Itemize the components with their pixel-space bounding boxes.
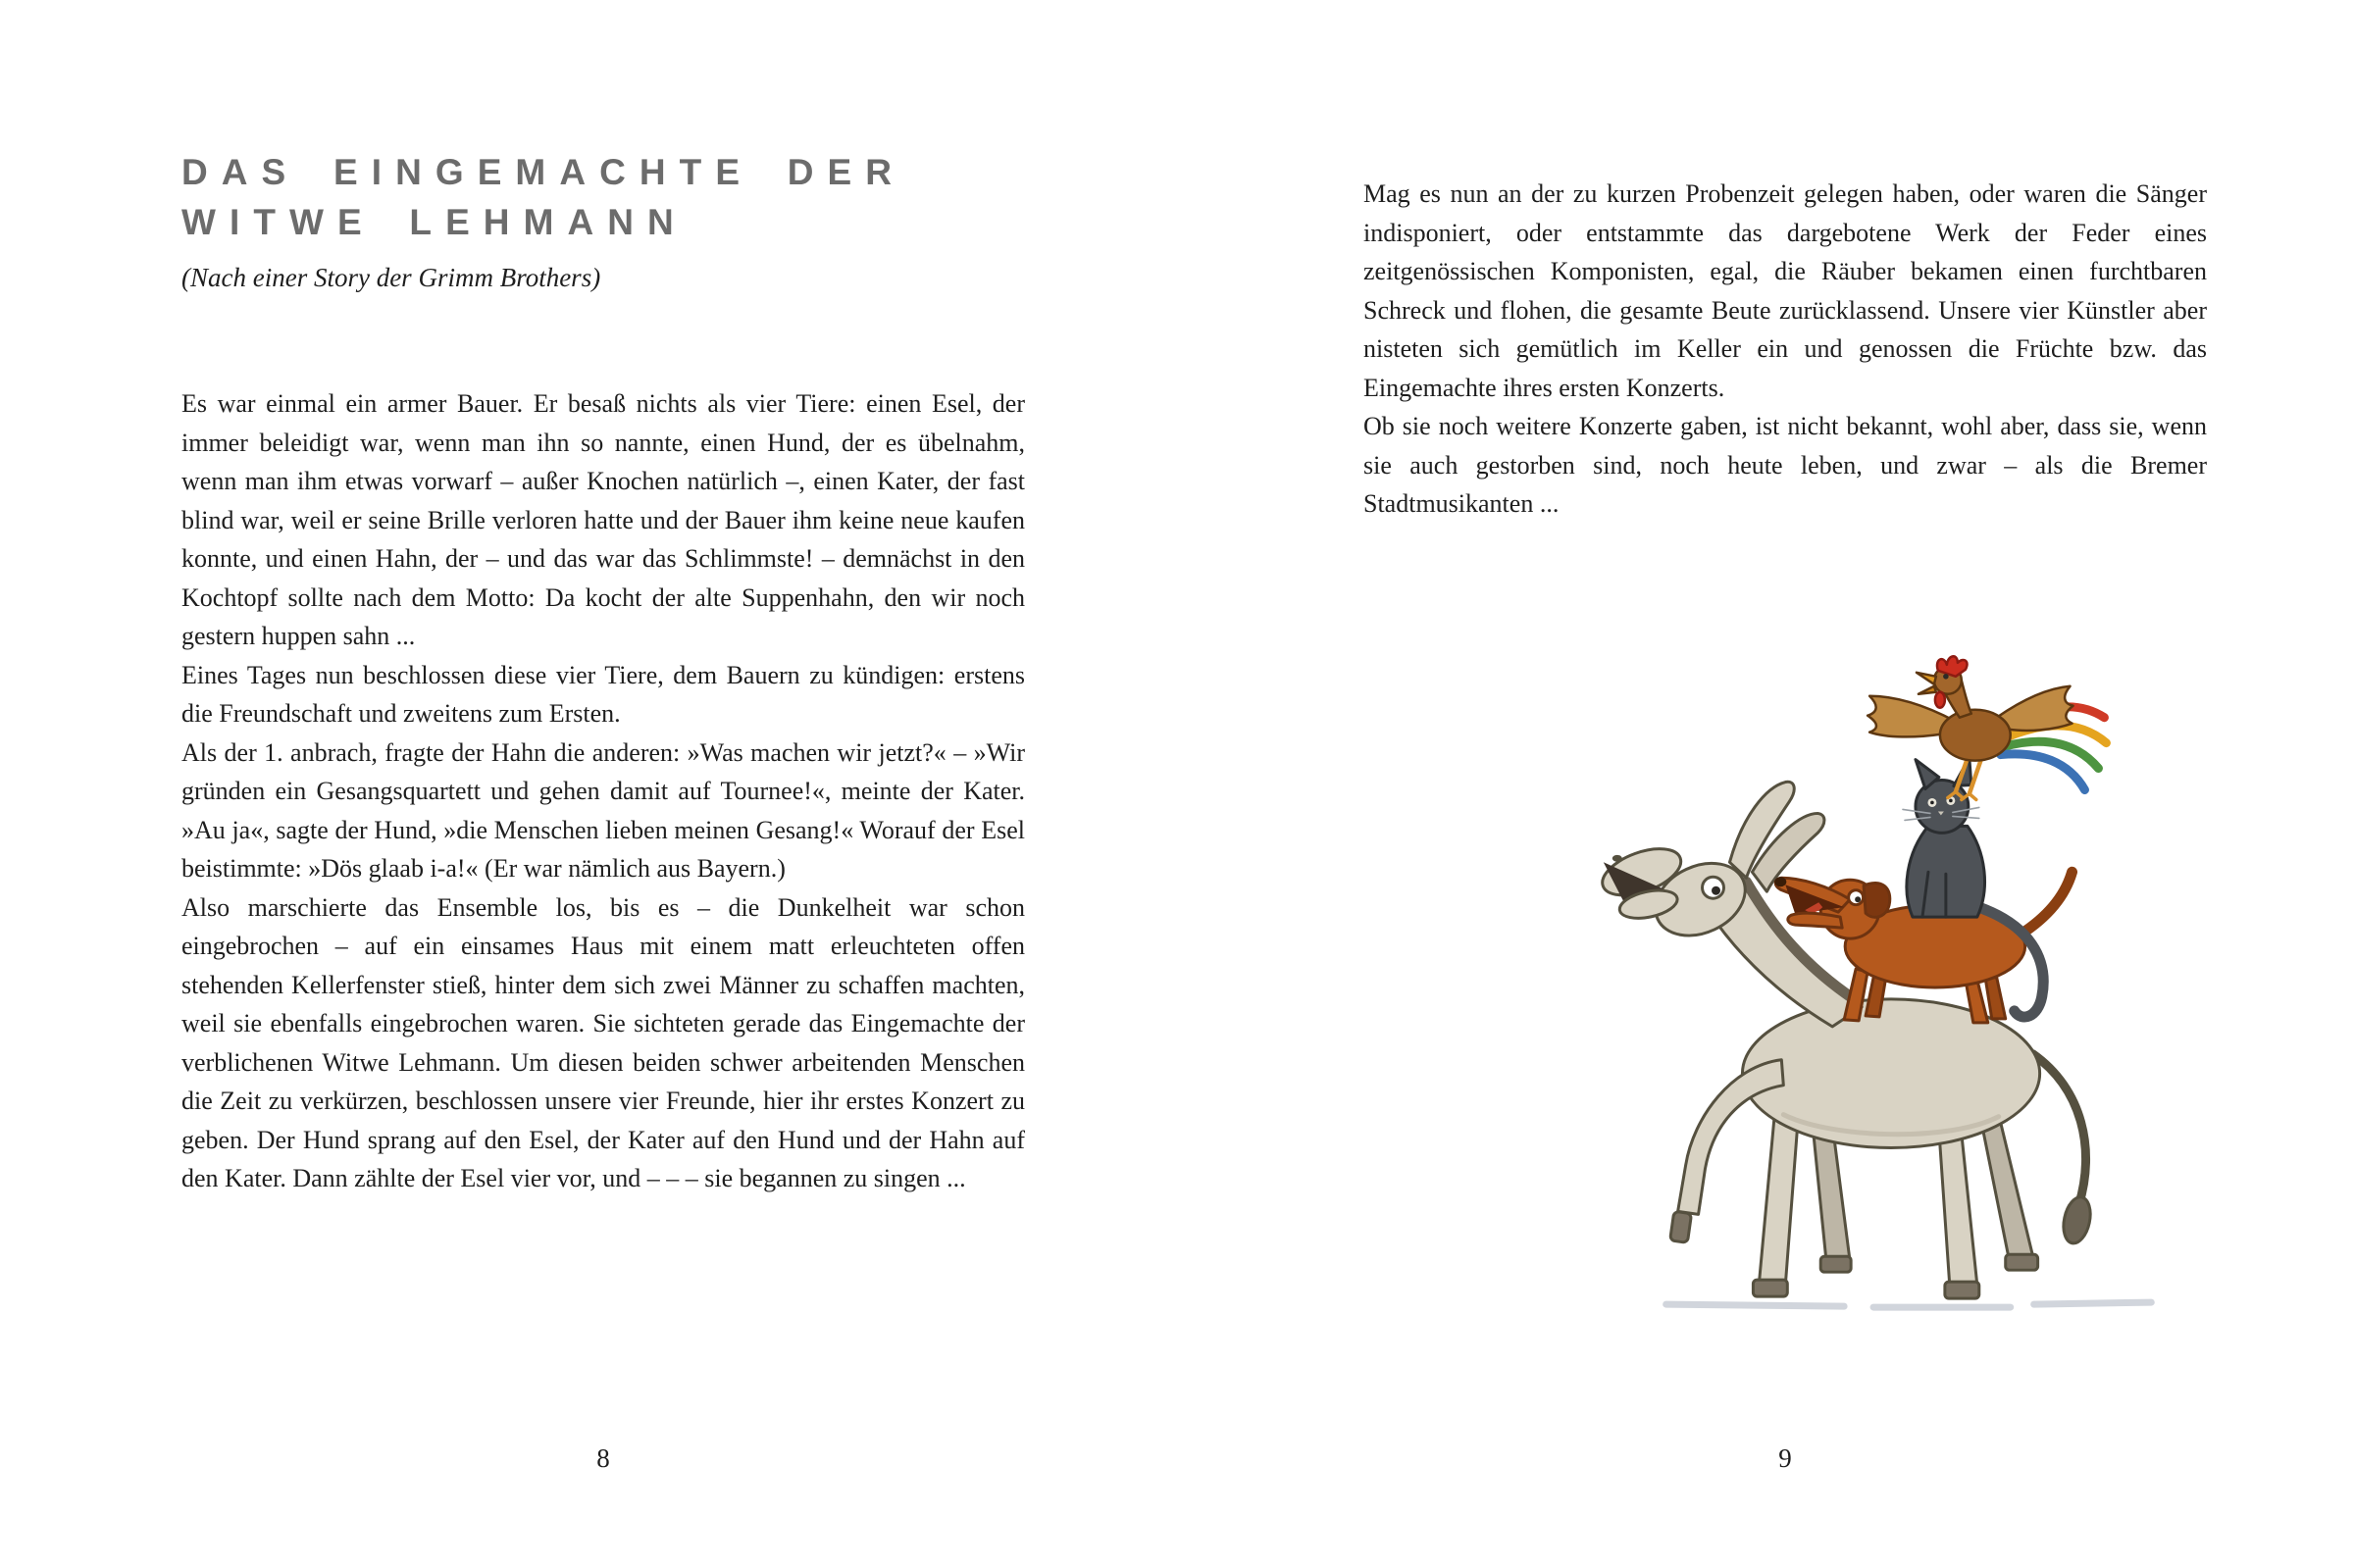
- donkey-pupil: [1712, 886, 1720, 895]
- page-right: [1177, 0, 2354, 1568]
- chapter-title-line-2: WITWE LEHMANN: [181, 202, 688, 242]
- donkey-body: [1742, 999, 2039, 1148]
- ground-shadow: [1666, 1302, 2152, 1307]
- bremen-musicians-illustration: [1532, 606, 2270, 1340]
- paragraph: Eines Tages nun beschlossen diese vier Tiere, dem Bauern zu kündigen: erstens die Freundschaft und zweitens zum Ersten.: [181, 660, 1025, 728]
- left-page-text: [181, 384, 1025, 1198]
- paragraph: Also marschierte das Ensemble los, bis es – die Dunkelheit war schon eingebrochen – auf ein einsames Haus mit einem matt erleuchteten offen stehenden Kellerfenster stieß, hinter dem sich zwei Männer zu schaffen machten, weil sie ebenfalls eingebrochen waren. Sie sichteten gerade das Eingemachte der verblichenen Witwe Lehmann. Um diesen beiden schwer arbeitenden Menschen die Zeit zu verkürzen, beschlossen unsere vier Freunde, hier ihr erstes Konzert zu geben. Der Hund sprang auf den Esel, der Kater auf den Hund und der Hahn auf den Kater. Dann zählte der Esel vier vor, und – – – sie begannen zu singen ...: [181, 892, 1025, 1192]
- chapter-subtitle: (Nach einer Story der Grimm Brothers): [181, 263, 601, 292]
- dog-lower-jaw: [1788, 913, 1842, 928]
- donkey-nostril: [1612, 855, 1622, 862]
- right-page-text: [1363, 175, 2207, 524]
- donkey-far-hind-leg: [1981, 1115, 2033, 1262]
- dog-pupil: [1855, 896, 1861, 902]
- rooster-beak-upper: [1917, 673, 1936, 684]
- paragraph: Als der 1. anbrach, fragte der Hahn die anderen: »Was machen wir jetzt?« – »Wir gründen ein Gesangsquartett und gehen damit auf Tournee!«, meinte der Kater. »Au ja«, sagte der Hund, »die Menschen lieben meinen Gesang!« Worauf der Esel beistimmte: »Dös glaab i-a!« (Er war nämlich aus Bayern.): [181, 737, 1025, 883]
- rooster: [1868, 656, 2106, 799]
- paragraph: Es war einmal ein armer Bauer. Er besaß nichts als vier Tiere: einen Esel, der immer beleidigt war, wenn man ihn so nannte, einen Hund, der es übelnahm, wenn man ihm etwas vorwarf – außer Knochen natürlich –, einen Kater, der fast blind war, weil er seine Brille verloren hatte und der Bauer ihm keine neue kaufen konnte, und einen Hahn, der – und das war das Schlimmste! – demnächst in den Kochtopf sollte nach dem Motto: Da kocht der alte Suppenhahn, den wir noch gestern huppen sahn ...: [181, 389, 1025, 650]
- rooster-wattle: [1935, 692, 1945, 708]
- rooster-body: [1940, 710, 2011, 761]
- chapter-title-line-1: DAS EINGEMACHTE DER: [181, 152, 906, 192]
- dog-tail: [2021, 872, 2073, 935]
- cat-head: [1916, 781, 1969, 834]
- paragraph: Mag es nun an der zu kurzen Probenzeit gelegen haben, oder waren die Sänger indisponiert, oder entstammte das dargebotene Werk der Feder eines zeitgenössischen Komponisten, egal, die Räuber bekamen einen furchtbaren Schreck und flohen, die gesamte Beute zurücklassend. Unsere vier Künstler aber nisteten sich gemütlich im Keller ein und genossen die Früchte bzw. das Eingemachte ihres ersten Konzerts.: [1363, 179, 2207, 402]
- rooster-beak-lower: [1919, 686, 1936, 694]
- chapter-title: [181, 147, 1084, 247]
- dog-ear: [1864, 883, 1890, 917]
- chapter-header: [181, 147, 1084, 293]
- page-number-right: 9: [1778, 1443, 1792, 1473]
- donkey: [1597, 782, 2095, 1298]
- rooster-eye: [1943, 674, 1949, 680]
- paragraph: Ob sie noch weitere Konzerte gaben, ist nicht bekannt, wohl aber, dass sie, wenn sie auch gestorben sind, noch heute leben, und zwar – als die Bremer Stadtmusikanten ...: [1363, 412, 2207, 518]
- page-number-left: 8: [596, 1443, 610, 1473]
- donkey-tail-tuft: [2060, 1194, 2094, 1245]
- bremen-musicians-svg: [1532, 606, 2270, 1340]
- dog-nose: [1774, 877, 1786, 886]
